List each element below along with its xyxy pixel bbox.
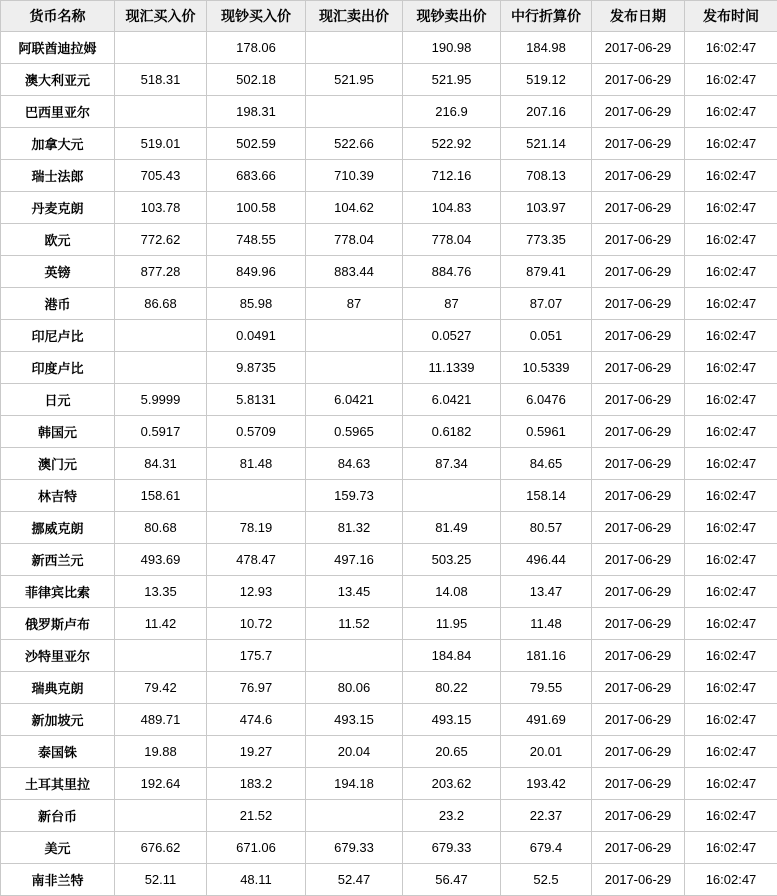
currency-name[interactable]: 南非兰特 xyxy=(1,864,115,896)
spot-sell-rate xyxy=(306,32,403,64)
table-body xyxy=(1,32,777,896)
publish-time: 16:02:47 xyxy=(685,224,777,256)
spot-sell-rate xyxy=(306,352,403,384)
currency-name[interactable]: 丹麦克朗 xyxy=(1,192,115,224)
cash-buy-rate: 21.52 xyxy=(207,800,306,832)
middle-rate: 0.051 xyxy=(501,320,592,352)
spot-sell-rate: 13.45 xyxy=(306,576,403,608)
cash-buy-rate: 5.8131 xyxy=(207,384,306,416)
publish-time: 16:02:47 xyxy=(685,32,777,64)
publish-date: 2017-06-29 xyxy=(592,352,685,384)
publish-time: 16:02:47 xyxy=(685,768,777,800)
middle-rate: 80.57 xyxy=(501,512,592,544)
cash-buy-rate: 502.18 xyxy=(207,64,306,96)
publish-time: 16:02:47 xyxy=(685,64,777,96)
publish-time: 16:02:47 xyxy=(685,704,777,736)
publish-date: 2017-06-29 xyxy=(592,160,685,192)
cash-sell-rate: 87 xyxy=(403,288,501,320)
spot-buy-rate: 5.9999 xyxy=(115,384,207,416)
currency-name[interactable]: 沙特里亚尔 xyxy=(1,640,115,672)
table-row xyxy=(1,32,777,64)
spot-sell-rate xyxy=(306,800,403,832)
spot-buy-rate: 493.69 xyxy=(115,544,207,576)
spot-sell-rate: 11.52 xyxy=(306,608,403,640)
spot-buy-rate: 518.31 xyxy=(115,64,207,96)
cash-buy-rate: 85.98 xyxy=(207,288,306,320)
cash-buy-rate: 849.96 xyxy=(207,256,306,288)
middle-rate: 496.44 xyxy=(501,544,592,576)
publish-time: 16:02:47 xyxy=(685,192,777,224)
spot-buy-rate: 158.61 xyxy=(115,480,207,512)
cash-sell-rate: 14.08 xyxy=(403,576,501,608)
table-row xyxy=(1,480,777,512)
column-header-publish-date: 发布日期 xyxy=(592,1,685,32)
spot-buy-rate: 489.71 xyxy=(115,704,207,736)
cash-sell-rate: 23.2 xyxy=(403,800,501,832)
table-row xyxy=(1,320,777,352)
spot-buy-rate: 79.42 xyxy=(115,672,207,704)
publish-date: 2017-06-29 xyxy=(592,544,685,576)
publish-time: 16:02:47 xyxy=(685,352,777,384)
publish-time: 16:02:47 xyxy=(685,800,777,832)
currency-name[interactable]: 泰国铢 xyxy=(1,736,115,768)
cash-buy-rate: 502.59 xyxy=(207,128,306,160)
publish-date: 2017-06-29 xyxy=(592,224,685,256)
spot-buy-rate: 86.68 xyxy=(115,288,207,320)
publish-time: 16:02:47 xyxy=(685,160,777,192)
spot-sell-rate: 679.33 xyxy=(306,832,403,864)
middle-rate: 52.5 xyxy=(501,864,592,896)
cash-sell-rate: 184.84 xyxy=(403,640,501,672)
publish-time: 16:02:47 xyxy=(685,576,777,608)
currency-name[interactable]: 巴西里亚尔 xyxy=(1,96,115,128)
currency-name[interactable]: 港币 xyxy=(1,288,115,320)
cash-buy-rate: 474.6 xyxy=(207,704,306,736)
table-row xyxy=(1,128,777,160)
spot-buy-rate: 772.62 xyxy=(115,224,207,256)
spot-sell-rate: 87 xyxy=(306,288,403,320)
currency-name[interactable]: 澳大利亚元 xyxy=(1,64,115,96)
cash-buy-rate: 10.72 xyxy=(207,608,306,640)
spot-sell-rate xyxy=(306,640,403,672)
publish-time: 16:02:47 xyxy=(685,480,777,512)
cash-sell-rate: 190.98 xyxy=(403,32,501,64)
spot-buy-rate: 705.43 xyxy=(115,160,207,192)
table-row xyxy=(1,64,777,96)
spot-sell-rate: 159.73 xyxy=(306,480,403,512)
table-row xyxy=(1,288,777,320)
cash-sell-rate xyxy=(403,480,501,512)
currency-name[interactable]: 加拿大元 xyxy=(1,128,115,160)
cash-sell-rate: 56.47 xyxy=(403,864,501,896)
cash-sell-rate: 80.22 xyxy=(403,672,501,704)
publish-date: 2017-06-29 xyxy=(592,608,685,640)
middle-rate: 22.37 xyxy=(501,800,592,832)
currency-name[interactable]: 美元 xyxy=(1,832,115,864)
publish-date: 2017-06-29 xyxy=(592,832,685,864)
spot-sell-rate: 194.18 xyxy=(306,768,403,800)
spot-sell-rate: 493.15 xyxy=(306,704,403,736)
currency-name[interactable]: 菲律宾比索 xyxy=(1,576,115,608)
middle-rate: 103.97 xyxy=(501,192,592,224)
cash-sell-rate: 503.25 xyxy=(403,544,501,576)
publish-time: 16:02:47 xyxy=(685,672,777,704)
publish-date: 2017-06-29 xyxy=(592,384,685,416)
middle-rate: 193.42 xyxy=(501,768,592,800)
currency-name[interactable]: 瑞典克朗 xyxy=(1,672,115,704)
middle-rate: 87.07 xyxy=(501,288,592,320)
currency-name[interactable]: 林吉特 xyxy=(1,480,115,512)
spot-sell-rate: 521.95 xyxy=(306,64,403,96)
spot-sell-rate: 778.04 xyxy=(306,224,403,256)
currency-name[interactable]: 挪威克朗 xyxy=(1,512,115,544)
cash-buy-rate: 48.11 xyxy=(207,864,306,896)
spot-sell-rate: 104.62 xyxy=(306,192,403,224)
column-header-spot-sell: 现汇卖出价 xyxy=(306,1,403,32)
cash-buy-rate: 12.93 xyxy=(207,576,306,608)
table-row xyxy=(1,192,777,224)
cash-buy-rate: 100.58 xyxy=(207,192,306,224)
middle-rate: 10.5339 xyxy=(501,352,592,384)
column-header-cash-sell: 现钞卖出价 xyxy=(403,1,501,32)
publish-date: 2017-06-29 xyxy=(592,864,685,896)
publish-date: 2017-06-29 xyxy=(592,64,685,96)
spot-buy-rate: 877.28 xyxy=(115,256,207,288)
publish-time: 16:02:47 xyxy=(685,384,777,416)
publish-date: 2017-06-29 xyxy=(592,448,685,480)
publish-date: 2017-06-29 xyxy=(592,32,685,64)
column-header-publish-time: 发布时间 xyxy=(685,1,777,32)
spot-sell-rate: 497.16 xyxy=(306,544,403,576)
table-header-row xyxy=(1,1,777,32)
spot-buy-rate: 52.11 xyxy=(115,864,207,896)
spot-buy-rate xyxy=(115,320,207,352)
cash-sell-rate: 0.0527 xyxy=(403,320,501,352)
spot-buy-rate: 103.78 xyxy=(115,192,207,224)
middle-rate: 773.35 xyxy=(501,224,592,256)
cash-buy-rate: 671.06 xyxy=(207,832,306,864)
table-row xyxy=(1,352,777,384)
publish-time: 16:02:47 xyxy=(685,832,777,864)
publish-date: 2017-06-29 xyxy=(592,736,685,768)
cash-sell-rate: 11.95 xyxy=(403,608,501,640)
cash-buy-rate: 0.0491 xyxy=(207,320,306,352)
cash-buy-rate: 175.7 xyxy=(207,640,306,672)
cash-buy-rate: 81.48 xyxy=(207,448,306,480)
currency-name[interactable]: 印尼卢比 xyxy=(1,320,115,352)
table-row xyxy=(1,384,777,416)
spot-buy-rate: 676.62 xyxy=(115,832,207,864)
table-row xyxy=(1,256,777,288)
publish-date: 2017-06-29 xyxy=(592,96,685,128)
publish-date: 2017-06-29 xyxy=(592,768,685,800)
publish-date: 2017-06-29 xyxy=(592,192,685,224)
cash-sell-rate: 884.76 xyxy=(403,256,501,288)
cash-sell-rate: 778.04 xyxy=(403,224,501,256)
publish-date: 2017-06-29 xyxy=(592,320,685,352)
spot-sell-rate: 84.63 xyxy=(306,448,403,480)
publish-date: 2017-06-29 xyxy=(592,480,685,512)
currency-name[interactable]: 韩国元 xyxy=(1,416,115,448)
publish-date: 2017-06-29 xyxy=(592,640,685,672)
cash-sell-rate: 522.92 xyxy=(403,128,501,160)
cash-sell-rate: 87.34 xyxy=(403,448,501,480)
publish-time: 16:02:47 xyxy=(685,608,777,640)
middle-rate: 0.5961 xyxy=(501,416,592,448)
middle-rate: 6.0476 xyxy=(501,384,592,416)
cash-buy-rate: 183.2 xyxy=(207,768,306,800)
cash-sell-rate: 20.65 xyxy=(403,736,501,768)
table-row xyxy=(1,448,777,480)
middle-rate: 207.16 xyxy=(501,96,592,128)
currency-name[interactable]: 新西兰元 xyxy=(1,544,115,576)
publish-time: 16:02:47 xyxy=(685,256,777,288)
publish-time: 16:02:47 xyxy=(685,864,777,896)
spot-sell-rate: 20.04 xyxy=(306,736,403,768)
spot-buy-rate: 84.31 xyxy=(115,448,207,480)
cash-sell-rate: 203.62 xyxy=(403,768,501,800)
spot-buy-rate: 11.42 xyxy=(115,608,207,640)
publish-time: 16:02:47 xyxy=(685,320,777,352)
table-row xyxy=(1,160,777,192)
spot-buy-rate xyxy=(115,800,207,832)
publish-time: 16:02:47 xyxy=(685,128,777,160)
table-row xyxy=(1,96,777,128)
spot-sell-rate: 52.47 xyxy=(306,864,403,896)
publish-time: 16:02:47 xyxy=(685,736,777,768)
currency-name[interactable]: 澳门元 xyxy=(1,448,115,480)
column-header-spot-buy: 现汇买入价 xyxy=(115,1,207,32)
table-row xyxy=(1,640,777,672)
currency-name[interactable]: 阿联酋迪拉姆 xyxy=(1,32,115,64)
middle-rate: 491.69 xyxy=(501,704,592,736)
spot-buy-rate: 19.88 xyxy=(115,736,207,768)
publish-date: 2017-06-29 xyxy=(592,672,685,704)
spot-sell-rate: 6.0421 xyxy=(306,384,403,416)
cash-sell-rate: 493.15 xyxy=(403,704,501,736)
spot-buy-rate: 80.68 xyxy=(115,512,207,544)
cash-sell-rate: 11.1339 xyxy=(403,352,501,384)
cash-sell-rate: 6.0421 xyxy=(403,384,501,416)
publish-date: 2017-06-29 xyxy=(592,576,685,608)
table-row xyxy=(1,416,777,448)
spot-buy-rate xyxy=(115,32,207,64)
cash-buy-rate xyxy=(207,480,306,512)
cash-sell-rate: 521.95 xyxy=(403,64,501,96)
spot-sell-rate xyxy=(306,320,403,352)
spot-buy-rate: 13.35 xyxy=(115,576,207,608)
table-row xyxy=(1,224,777,256)
cash-sell-rate: 216.9 xyxy=(403,96,501,128)
table-row xyxy=(1,608,777,640)
middle-rate: 84.65 xyxy=(501,448,592,480)
spot-buy-rate: 519.01 xyxy=(115,128,207,160)
cash-sell-rate: 679.33 xyxy=(403,832,501,864)
table-row xyxy=(1,704,777,736)
spot-buy-rate xyxy=(115,96,207,128)
publish-time: 16:02:47 xyxy=(685,448,777,480)
publish-time: 16:02:47 xyxy=(685,416,777,448)
middle-rate: 521.14 xyxy=(501,128,592,160)
cash-sell-rate: 81.49 xyxy=(403,512,501,544)
publish-time: 16:02:47 xyxy=(685,96,777,128)
publish-date: 2017-06-29 xyxy=(592,800,685,832)
spot-sell-rate: 883.44 xyxy=(306,256,403,288)
table-row xyxy=(1,544,777,576)
publish-time: 16:02:47 xyxy=(685,640,777,672)
cash-buy-rate: 683.66 xyxy=(207,160,306,192)
column-header-cash-buy: 现钞买入价 xyxy=(207,1,306,32)
cash-buy-rate: 19.27 xyxy=(207,736,306,768)
column-header-middle-rate: 中行折算价 xyxy=(501,1,592,32)
spot-sell-rate: 0.5965 xyxy=(306,416,403,448)
spot-sell-rate: 522.66 xyxy=(306,128,403,160)
cash-buy-rate: 78.19 xyxy=(207,512,306,544)
publish-date: 2017-06-29 xyxy=(592,416,685,448)
table-row xyxy=(1,576,777,608)
currency-name[interactable]: 新台币 xyxy=(1,800,115,832)
middle-rate: 20.01 xyxy=(501,736,592,768)
middle-rate: 11.48 xyxy=(501,608,592,640)
table-row xyxy=(1,512,777,544)
currency-name[interactable]: 日元 xyxy=(1,384,115,416)
cash-sell-rate: 0.6182 xyxy=(403,416,501,448)
publish-date: 2017-06-29 xyxy=(592,288,685,320)
spot-buy-rate: 0.5917 xyxy=(115,416,207,448)
table-row xyxy=(1,672,777,704)
table-row xyxy=(1,800,777,832)
currency-name[interactable]: 瑞士法郎 xyxy=(1,160,115,192)
publish-date: 2017-06-29 xyxy=(592,128,685,160)
cash-buy-rate: 198.31 xyxy=(207,96,306,128)
table-row xyxy=(1,768,777,800)
spot-sell-rate: 80.06 xyxy=(306,672,403,704)
middle-rate: 184.98 xyxy=(501,32,592,64)
currency-name[interactable]: 俄罗斯卢布 xyxy=(1,608,115,640)
publish-time: 16:02:47 xyxy=(685,544,777,576)
middle-rate: 181.16 xyxy=(501,640,592,672)
publish-time: 16:02:47 xyxy=(685,512,777,544)
spot-buy-rate xyxy=(115,352,207,384)
spot-buy-rate: 192.64 xyxy=(115,768,207,800)
cash-buy-rate: 478.47 xyxy=(207,544,306,576)
currency-name[interactable]: 印度卢比 xyxy=(1,352,115,384)
cash-sell-rate: 104.83 xyxy=(403,192,501,224)
cash-buy-rate: 748.55 xyxy=(207,224,306,256)
middle-rate: 708.13 xyxy=(501,160,592,192)
middle-rate: 519.12 xyxy=(501,64,592,96)
cash-buy-rate: 0.5709 xyxy=(207,416,306,448)
spot-sell-rate: 710.39 xyxy=(306,160,403,192)
column-header-currency-name: 货币名称 xyxy=(1,1,115,32)
publish-date: 2017-06-29 xyxy=(592,512,685,544)
cash-buy-rate: 178.06 xyxy=(207,32,306,64)
middle-rate: 879.41 xyxy=(501,256,592,288)
cash-buy-rate: 76.97 xyxy=(207,672,306,704)
cash-buy-rate: 9.8735 xyxy=(207,352,306,384)
spot-buy-rate xyxy=(115,640,207,672)
middle-rate: 79.55 xyxy=(501,672,592,704)
middle-rate: 13.47 xyxy=(501,576,592,608)
spot-sell-rate: 81.32 xyxy=(306,512,403,544)
cash-sell-rate: 712.16 xyxy=(403,160,501,192)
middle-rate: 158.14 xyxy=(501,480,592,512)
currency-name[interactable]: 新加坡元 xyxy=(1,704,115,736)
table-row xyxy=(1,736,777,768)
currency-name[interactable]: 土耳其里拉 xyxy=(1,768,115,800)
publish-date: 2017-06-29 xyxy=(592,704,685,736)
middle-rate: 679.4 xyxy=(501,832,592,864)
currency-name[interactable]: 欧元 xyxy=(1,224,115,256)
currency-name[interactable]: 英镑 xyxy=(1,256,115,288)
table-row xyxy=(1,864,777,896)
publish-date: 2017-06-29 xyxy=(592,256,685,288)
publish-time: 16:02:47 xyxy=(685,288,777,320)
spot-sell-rate xyxy=(306,96,403,128)
table-row xyxy=(1,832,777,864)
